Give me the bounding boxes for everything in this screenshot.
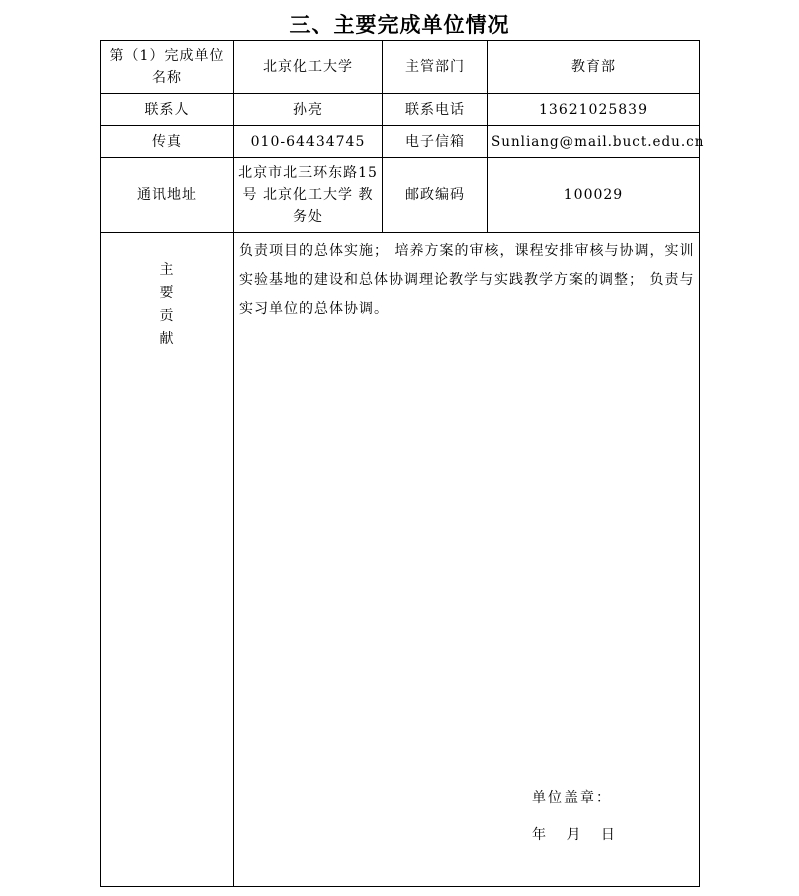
contact-value: 孙亮 [234,94,383,126]
stamp-label: 单位盖章： [532,790,612,806]
address-label: 通讯地址 [101,158,234,233]
table-row [101,158,700,233]
authority-value: 教育部 [488,41,700,94]
contribution-text: 负责项目的总体实施； 培养方案的审核，课程安排审核与协调，实训实验基地的建设和总体协调理论教学与实践教学方案的调整； 负责与实习单位的总体协调。 [239,243,695,317]
postcode-label: 邮政编码 [383,158,488,233]
postcode-value: 100029 [488,158,700,233]
page-title: 三、主要完成单位情况 [289,13,510,37]
table-row [101,126,700,158]
table-row [101,233,700,887]
phone-label: 联系电话 [383,94,488,126]
unit-info-table [100,40,705,887]
unit-name-label: 第（1）完成单位名称 [101,41,234,94]
phone-value: 13621025839 [488,94,700,126]
email-value: Sunliang@mail.buct.edu.cn [488,126,700,158]
contribution-label: 主要贡献 [159,262,175,347]
contribution-cell [234,233,700,887]
unit-name-value: 北京化工大学 [234,41,383,94]
address-value: 北京市北三环东路15号 北京化工大学 教务处 [234,158,383,233]
fax-value: 010-64434745 [234,126,383,158]
email-label: 电子信箱 [383,126,488,158]
contact-label: 联系人 [101,94,234,126]
table-row [101,41,700,94]
fax-label: 传真 [101,126,234,158]
contribution-label-cell [101,233,234,887]
authority-label: 主管部门 [383,41,488,94]
date-label: 年 月 日 [532,827,616,843]
table-row [101,94,700,126]
